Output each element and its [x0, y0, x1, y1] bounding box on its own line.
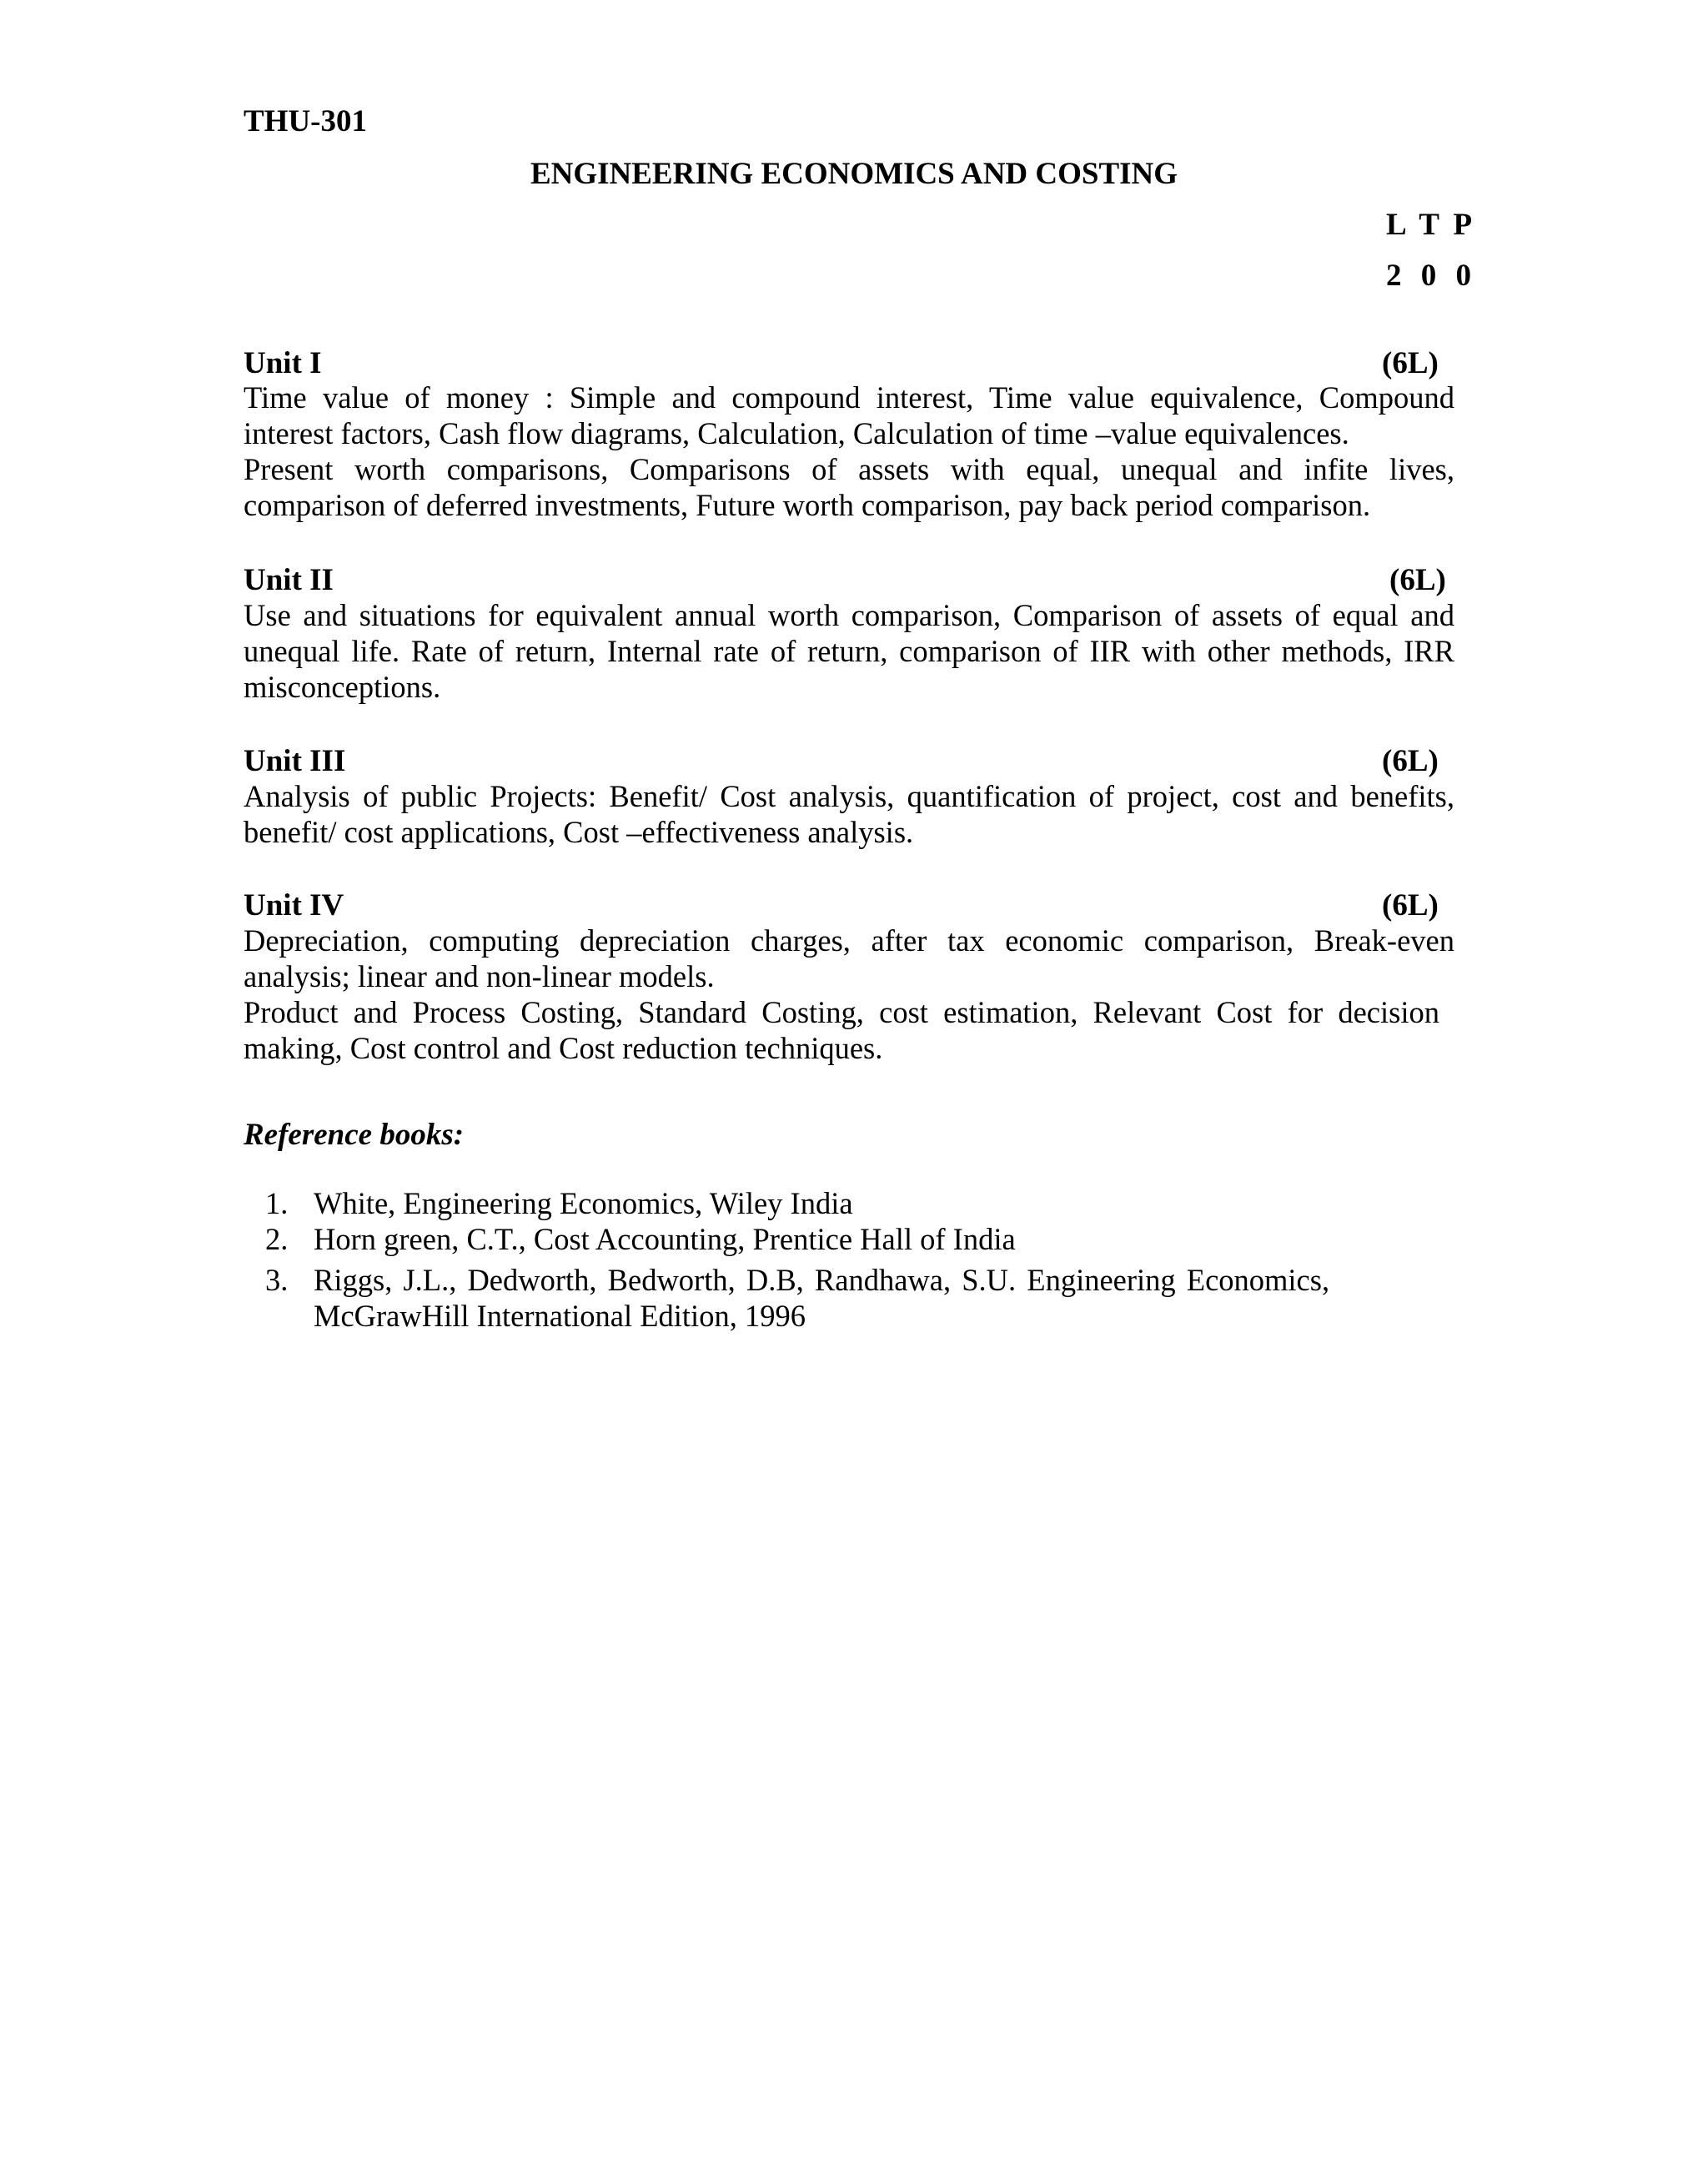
text-line: Use and situations for equivalent annual worth comparison, Comparison of assets of equal and [244, 598, 1454, 632]
text-line: Depreciation, computing depreciation charges, after tax economic comparison, Break-even [244, 923, 1454, 958]
unit-description [244, 923, 1454, 1066]
list-item [250, 1262, 1329, 1334]
unit-hours: (6L) [1382, 346, 1439, 380]
course-code: THU-301 [244, 104, 367, 138]
course-title: ENGINEERING ECONOMICS AND COSTING [530, 157, 1178, 191]
text-line: Time value of money : Simple and compound interest, Time value equivalence, Compound [244, 380, 1454, 415]
text-line: Product and Process Costing, Standard Costing, cost estimation, Relevant Cost for decision [244, 995, 1439, 1029]
unit-heading: Unit II [244, 563, 334, 597]
unit-hours: (6L) [1382, 888, 1439, 923]
reference-list [250, 1185, 1329, 1334]
unit-description [244, 597, 1454, 705]
text-line: analysis; linear and non-linear models. [244, 959, 715, 993]
text-line: interest factors, Cash flow diagrams, Calculation, Calculation of time –value equivalences. [244, 416, 1349, 450]
ltp-values: 2 0 0 [1386, 259, 1473, 293]
unit-description [244, 778, 1454, 850]
text-line: making, Cost control and Cost reduction techniques. [244, 1031, 883, 1065]
unit-heading: Unit I [244, 346, 322, 380]
list-item [250, 1221, 1329, 1257]
unit-hours: (6L) [1389, 563, 1446, 597]
list-number: 3. [265, 1263, 289, 1297]
reference-text: Horn green, C.T., Cost Accounting, Prentice Hall of India [314, 1222, 1016, 1256]
text-line: comparison of deferred investments, Future worth comparison, pay back period comparison. [244, 488, 1371, 522]
list-number: 1. [265, 1186, 289, 1220]
text-line: benefit/ cost applications, Cost –effectiveness analysis. [244, 815, 914, 849]
unit-hours: (6L) [1382, 744, 1439, 778]
list-item [250, 1185, 1329, 1221]
text-line: unequal life. Rate of return, Internal rate of return, comparison of IIR with other methods, IRR [244, 634, 1454, 668]
reference-text: McGrawHill International Edition, 1996 [314, 1299, 806, 1333]
unit-description [244, 380, 1454, 523]
reference-text: Riggs, J.L., Dedworth, Bedworth, D.B, Randhawa, S.U. Engineering Economics, [314, 1263, 1330, 1297]
reference-books-heading: Reference books: [244, 1118, 465, 1152]
text-line: misconceptions. [244, 670, 441, 704]
list-number: 2. [265, 1222, 289, 1256]
text-line: Analysis of public Projects: Benefit/ Cost analysis, quantification of project, cost and benefits, [244, 779, 1454, 813]
unit-heading: Unit IV [244, 888, 344, 923]
text-line: Present worth comparisons, Comparisons of assets with equal, unequal and infite lives, [244, 452, 1454, 486]
unit-heading: Unit III [244, 744, 346, 778]
reference-text: White, Engineering Economics, Wiley India [314, 1186, 853, 1220]
ltp-label: L T P [1386, 208, 1476, 242]
